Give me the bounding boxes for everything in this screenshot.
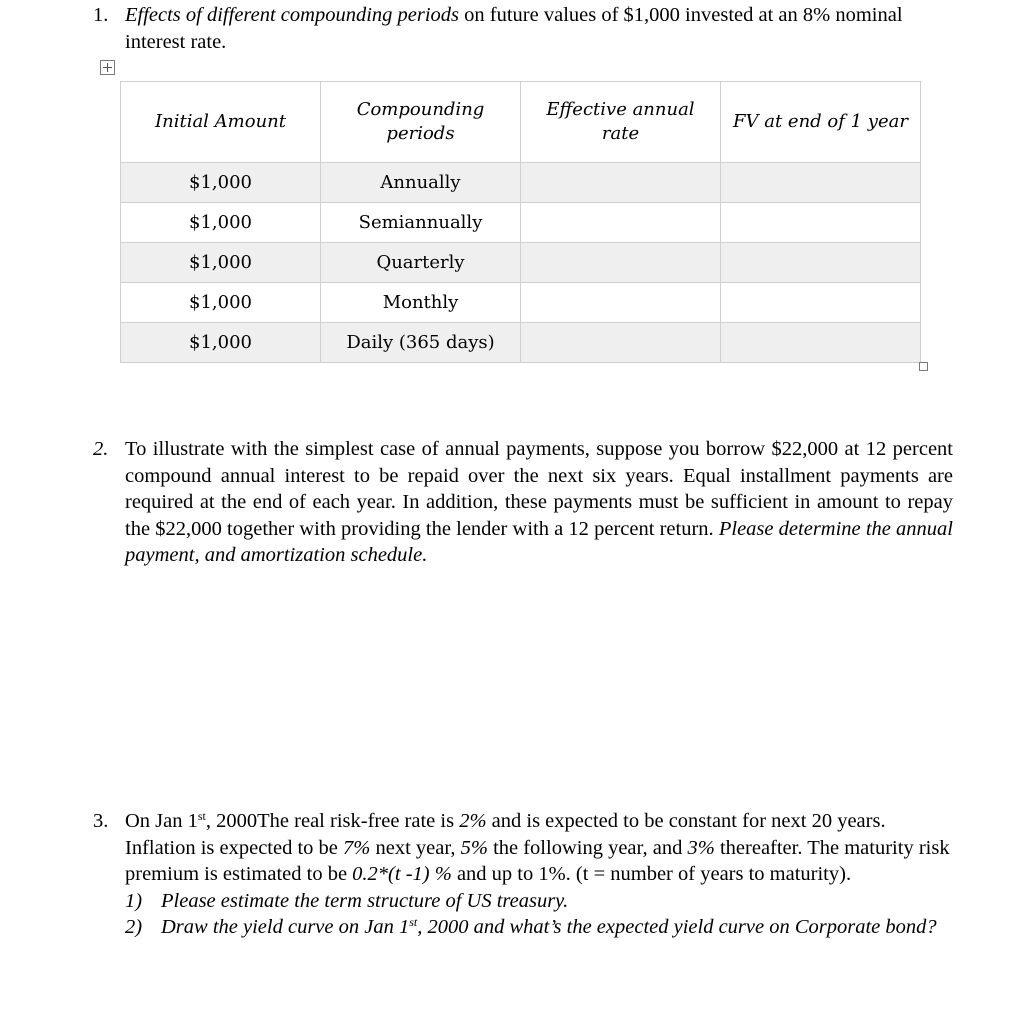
cell-fv[interactable] [721,283,921,323]
table-move-handle-icon[interactable] [100,60,115,75]
question-2-text [125,436,953,569]
question-3-body: On Jan 1st, 2000The real risk-free rate is 2% and is expected to be constant for next 20 years. Inflation is expected to be 7% next year, 5% the following year, and 3% thereafter. The maturity risk premium is estimated to be 0.2*(t -1) % and up to 1%. (t = number of years to maturity). [125,809,950,885]
question-1-text [125,2,943,55]
cell-rate[interactable] [521,163,721,203]
question-1 [93,2,943,55]
question-2-number: 2. [93,438,109,460]
question-3-text [125,808,953,941]
cell-fv[interactable] [721,203,921,243]
cell-fv[interactable] [721,323,921,363]
cell-period[interactable]: Semiannually [321,203,521,243]
compounding-table [120,81,921,363]
table-header-row [121,82,921,163]
question-1-number: 1. [93,4,109,26]
cell-amount[interactable]: $1,000 [121,163,321,203]
cell-rate[interactable] [521,323,721,363]
question-2 [93,436,953,569]
table-row [121,243,921,283]
cell-rate[interactable] [521,243,721,283]
table-row [121,283,921,323]
question-1-rest: on future values of $1,000 invested at an 8% nominal interest rate. [125,4,903,53]
cell-amount[interactable]: $1,000 [121,203,321,243]
cell-amount[interactable]: $1,000 [121,283,321,323]
question-1-title: Effects of different compounding periods [125,4,460,26]
table-row [121,163,921,203]
cell-rate[interactable] [521,283,721,323]
header-effective-annual-rate[interactable]: Effective annual rate [521,82,721,163]
question-3 [93,808,953,941]
table-row [121,203,921,243]
cell-period[interactable]: Monthly [321,283,521,323]
header-initial-amount[interactable]: Initial Amount [121,82,321,163]
cell-amount[interactable]: $1,000 [121,243,321,283]
table-row [121,323,921,363]
header-fv-end-of-year[interactable]: FV at end of 1 year [721,82,921,163]
cell-period[interactable]: Quarterly [321,243,521,283]
header-compounding-periods[interactable]: Compounding periods [321,82,521,163]
cell-rate[interactable] [521,203,721,243]
question-3-subitem-1: 1) Please estimate the term structure of US treasury. [125,889,569,912]
cell-amount[interactable]: $1,000 [121,323,321,363]
cell-fv[interactable] [721,163,921,203]
question-2-task: Please determine the annual payment, and amortization schedule. [125,517,954,566]
cell-period[interactable]: Daily (365 days) [321,323,521,363]
cell-fv[interactable] [721,243,921,283]
question-2-body: To illustrate with the simplest case of annual payments, suppose you borrow $22,000 at 12 percent compound annual interest to be repaid over the next six years. Equal installment payments are required at the end of each year. In addition, these payments must be sufficient in amount to repay the $22,000 together with providing the lender with a 12 percent return. [125,438,953,540]
question-3-number: 3. [93,810,109,832]
cell-period[interactable]: Annually [321,163,521,203]
question-3-subitem-2: 2) Draw the yield curve on Jan 1st, 2000 and what’s the expected yield curve on Corporate bond? [125,915,937,938]
table-resize-handle-icon[interactable] [919,362,928,371]
